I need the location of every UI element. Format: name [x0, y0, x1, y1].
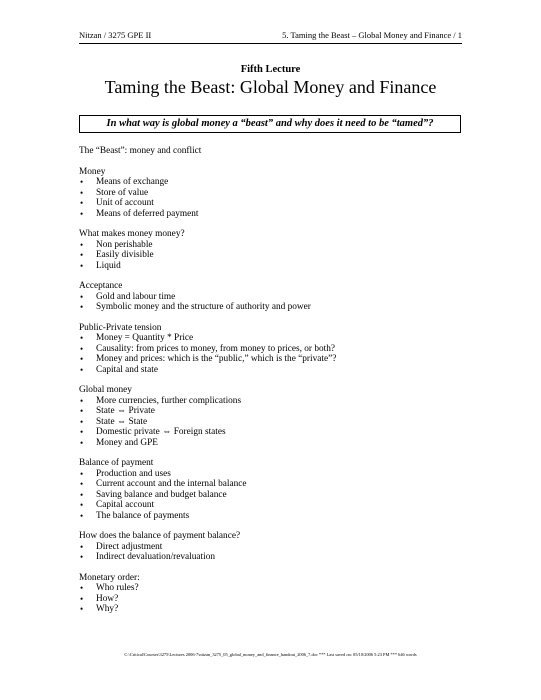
list-item: • Capital and state [79, 365, 481, 376]
list-item: • Saving balance and budget balance [79, 490, 481, 501]
section-balance-of-payment [79, 458, 481, 521]
list-item: • Gold and labour time [79, 292, 481, 303]
content [79, 146, 481, 625]
question-box: In what way is global money a “beast” and why does it need to be “tamed”? [79, 115, 461, 133]
list-item: • Store of value [79, 188, 481, 199]
bullet-list [79, 396, 481, 449]
list-item: • Symbolic money and the structure of authority and power [79, 302, 481, 313]
list-item: • How? [79, 594, 481, 605]
list-item: • State ⇔ State [79, 417, 481, 428]
section-title: Balance of payment [79, 458, 154, 468]
section-public-private [79, 323, 481, 376]
bullet-list [79, 583, 481, 615]
list-item: • Indirect devaluation/revaluation [79, 552, 481, 563]
section-what-makes-money [79, 229, 481, 271]
section-title: How does the balance of payment balance? [79, 531, 241, 541]
page-footer: C:\Critical\Courses\3275\Lectures 2006-7\nitzan_3275_05_global_money_and_finance_handout_2006_7.doc *** Last saved on: 05/10/2006 5:23 PM *** 646 words [124, 652, 417, 657]
list-item: • Production and uses [79, 469, 481, 480]
bullet-list [79, 333, 481, 375]
list-item: • Why? [79, 604, 481, 615]
list-item: • Non perishable [79, 240, 481, 251]
section-beast [79, 146, 481, 157]
list-item: • Unit of account [79, 198, 481, 209]
section-title: Acceptance [79, 281, 123, 291]
list-item: • Current account and the internal balance [79, 479, 481, 490]
list-item: • Money and GPE [79, 438, 481, 449]
section-title: What makes money money? [79, 229, 185, 239]
header-right: 5. Taming the Beast – Global Money and Finance / 1 [282, 30, 462, 40]
list-item: • Causality: from prices to money, from money to prices, or both? [79, 344, 481, 355]
list-item: • Liquid [79, 261, 481, 272]
bullet-list [79, 469, 481, 522]
section-monetary-order [79, 573, 481, 615]
list-item: • Capital account [79, 500, 481, 511]
page-header [79, 30, 462, 44]
bullet-list [79, 177, 481, 219]
list-item: • State ⇔ Private [79, 406, 481, 417]
list-item: • Means of deferred payment [79, 209, 481, 220]
section-how-balance [79, 531, 481, 563]
bullet-list [79, 240, 481, 272]
section-title: Global money [79, 385, 132, 395]
section-title: Money [79, 166, 106, 177]
list-item: • Direct adjustment [79, 542, 481, 553]
list-item: • The balance of payments [79, 511, 481, 522]
section-acceptance [79, 281, 481, 313]
section-title: The “Beast”: money and conflict [79, 146, 202, 156]
section-title: Public-Private tension [79, 322, 162, 333]
page-title: Taming the Beast: Global Money and Finance [104, 77, 437, 97]
list-item: • Easily divisible [79, 250, 481, 261]
list-item: • Means of exchange [79, 177, 481, 188]
list-item: • Money = Quantity * Price [79, 333, 481, 344]
bullet-list [79, 292, 481, 313]
section-title: Monetary order: [79, 572, 140, 583]
lecture-number: Fifth Lecture [240, 64, 301, 75]
list-item: • Who rules? [79, 583, 481, 594]
list-item: • Money and prices: which is the “public,” which is the “private”? [79, 354, 481, 365]
bullet-list [79, 542, 481, 563]
header-left: Nitzan / 3275 GPE II [79, 30, 152, 40]
section-global-money [79, 385, 481, 448]
list-item: • More currencies, further complications [79, 396, 481, 407]
section-money [79, 167, 481, 220]
list-item: • Domestic private ⇔ Foreign states [79, 427, 481, 438]
